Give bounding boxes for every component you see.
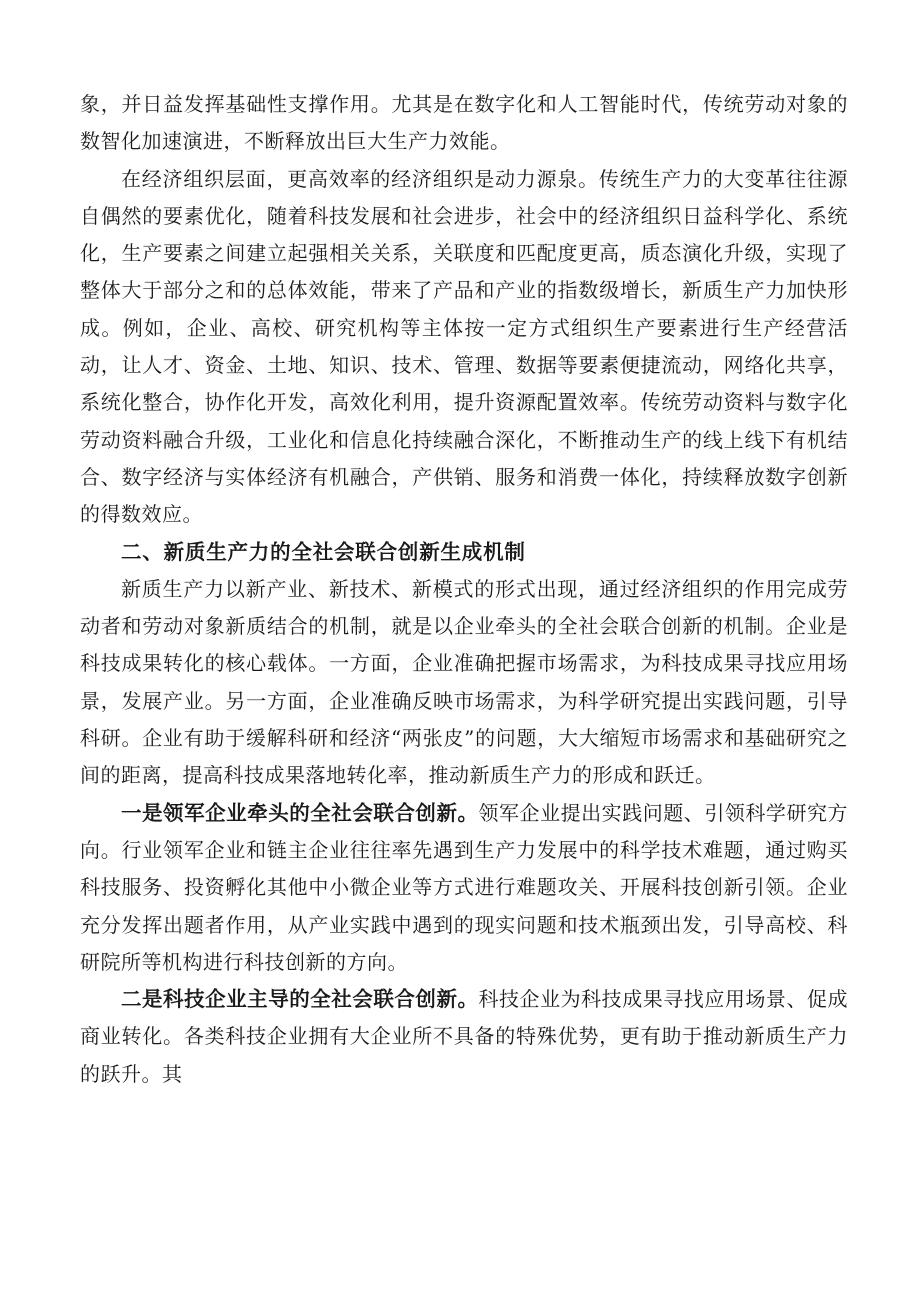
- paragraph-4: [80, 795, 848, 981]
- paragraph-1-text: 象，并日益发挥基础性支撑作用。尤其是在数字化和人工智能时代，传统劳动对象的数智化加速演进，不断释放出巨大生产力效能。: [80, 92, 848, 154]
- document-body: [80, 86, 848, 1093]
- paragraph-2: [80, 161, 848, 534]
- paragraph-5: [80, 981, 848, 1093]
- paragraph-5-lead: 二是科技企业主导的全社会联合创新。: [121, 987, 479, 1012]
- paragraph-4-lead: 一是领军企业牵头的全社会联合创新。: [121, 800, 479, 825]
- paragraph-2-text: 在经济组织层面，更高效率的经济组织是动力源泉。传统生产力的大变革往往源自偶然的要素优化，随着科技发展和社会进步，社会中的经济组织日益科学化、系统化，生产要素之间建立起强相关关系，关联度和匹配度更高，质态演化升级，实现了整体大于部分之和的总体效能，带来了产品和产业的指数级增长，新质生产力加快形成。例如，企业、高校、研究机构等主体按一定方式组织生产要素进行生产经营活动，让人才、资金、土地、知识、技术、管理、数据等要素便捷流动，网络化共享，系统化整合，协作化开发，高效化利用，提升资源配置效率。传统劳动资料与数字化劳动资料融合升级，工业化和信息化持续融合深化，不断推动生产的线上线下有机结合、数字经济与实体经济有机融合，产供销、服务和消费一体化，持续释放数字创新的得数效应。: [80, 166, 848, 527]
- paragraph-1: [80, 86, 848, 161]
- paragraph-3-text: 新质生产力以新产业、新技术、新模式的形式出现，通过经济组织的作用完成劳动者和劳动对象新质结合的机制，就是以企业牵头的全社会联合创新的机制。企业是科技成果转化的核心载体。一方面，企业准确把握市场需求，为科技成果寻找应用场景，发展产业。另一方面，企业准确反映市场需求，为科学研究提出实践问题，引导科研。企业有助于缓解科研和经济“两张皮”的问题，大大缩短市场需求和基础研究之间的距离，提高科技成果落地转化率，推动新质生产力的形成和跃迁。: [80, 576, 848, 788]
- section-heading: 二、新质生产力的全社会联合创新生成机制: [121, 539, 526, 564]
- paragraph-3: [80, 571, 848, 795]
- paragraph-4-text: 领军企业提出实践问题、引领科学研究方向。行业领军企业和链主企业往往率先遇到生产力发展中的科学技术难题，通过购买科技服务、投资孵化其他中小微企业等方式进行难题攻关、开展科技创新引领。企业充分发挥出题者作用，从产业实践中遇到的现实问题和技术瓶颈出发，引导高校、科研院所等机构进行科技创新的方向。: [80, 800, 848, 974]
- paragraph-5-text: 科技企业为科技成果寻找应用场景、促成商业转化。各类科技企业拥有大企业所不具备的特殊优势，更有助于推动新质生产力的跃升。其: [80, 987, 848, 1086]
